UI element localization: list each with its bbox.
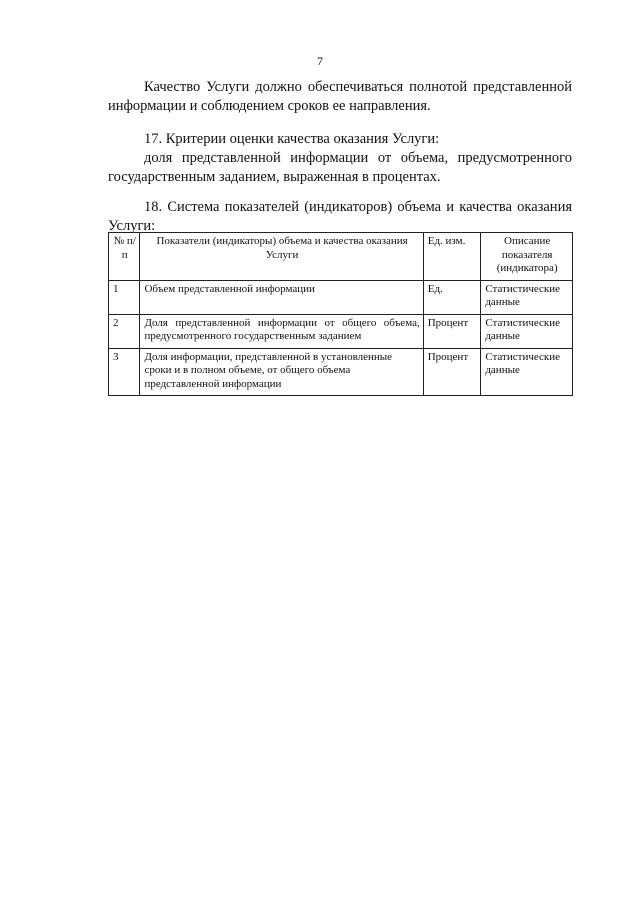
header-num: № п/п (109, 233, 140, 281)
row-unit: Ед. (423, 280, 481, 314)
row-desc: Статистические данные (481, 348, 573, 396)
row-desc: Статистические данные (481, 314, 573, 348)
header-desc: Описание показателя (индикатора) (481, 233, 573, 281)
header-name: Показатели (индикаторы) объема и качества оказания Услуги (140, 233, 423, 281)
row-name: Доля информации, представленной в установленные сроки и в полном объеме, от общего объема представленной информации (140, 348, 423, 396)
criteria-line-2: государственным заданием, выраженная в процентах. (108, 169, 441, 185)
row-num: 1 (109, 280, 140, 314)
page-number: 7 (317, 54, 323, 68)
row-num: 3 (109, 348, 140, 396)
table-row (109, 348, 573, 396)
quality-paragraph (108, 78, 572, 116)
row-name: Доля представленной информации от общего объема, предусмотренного государственным заданием (140, 314, 423, 348)
quality-paragraph-line-1: Качество Услуги должно обеспечиваться полнотой представленной (144, 79, 572, 95)
row-unit: Процент (423, 348, 481, 396)
row-name: Объем представленной информации (140, 280, 423, 314)
table-row (109, 280, 573, 314)
row-num: 2 (109, 314, 140, 348)
quality-paragraph-line-2: информации и соблюдением сроков ее направления. (108, 98, 431, 114)
row-unit: Процент (423, 314, 481, 348)
table-header-row (109, 233, 573, 281)
criteria-heading: 17. Критерии оценки качества оказания Услуги: (144, 131, 440, 147)
criteria-line-1: доля представленной информации от объема, предусмотренного (144, 150, 572, 166)
header-unit: Ед. изм. (423, 233, 481, 281)
system-section (108, 198, 572, 236)
indicators-table (108, 232, 573, 396)
criteria-section (108, 130, 572, 187)
row-desc: Статистические данные (481, 280, 573, 314)
table-row (109, 314, 573, 348)
system-heading-line-1: 18. Система показателей (индикаторов) объема и качества оказания (144, 199, 572, 215)
system-heading-line-2: Услуги: (108, 218, 156, 234)
